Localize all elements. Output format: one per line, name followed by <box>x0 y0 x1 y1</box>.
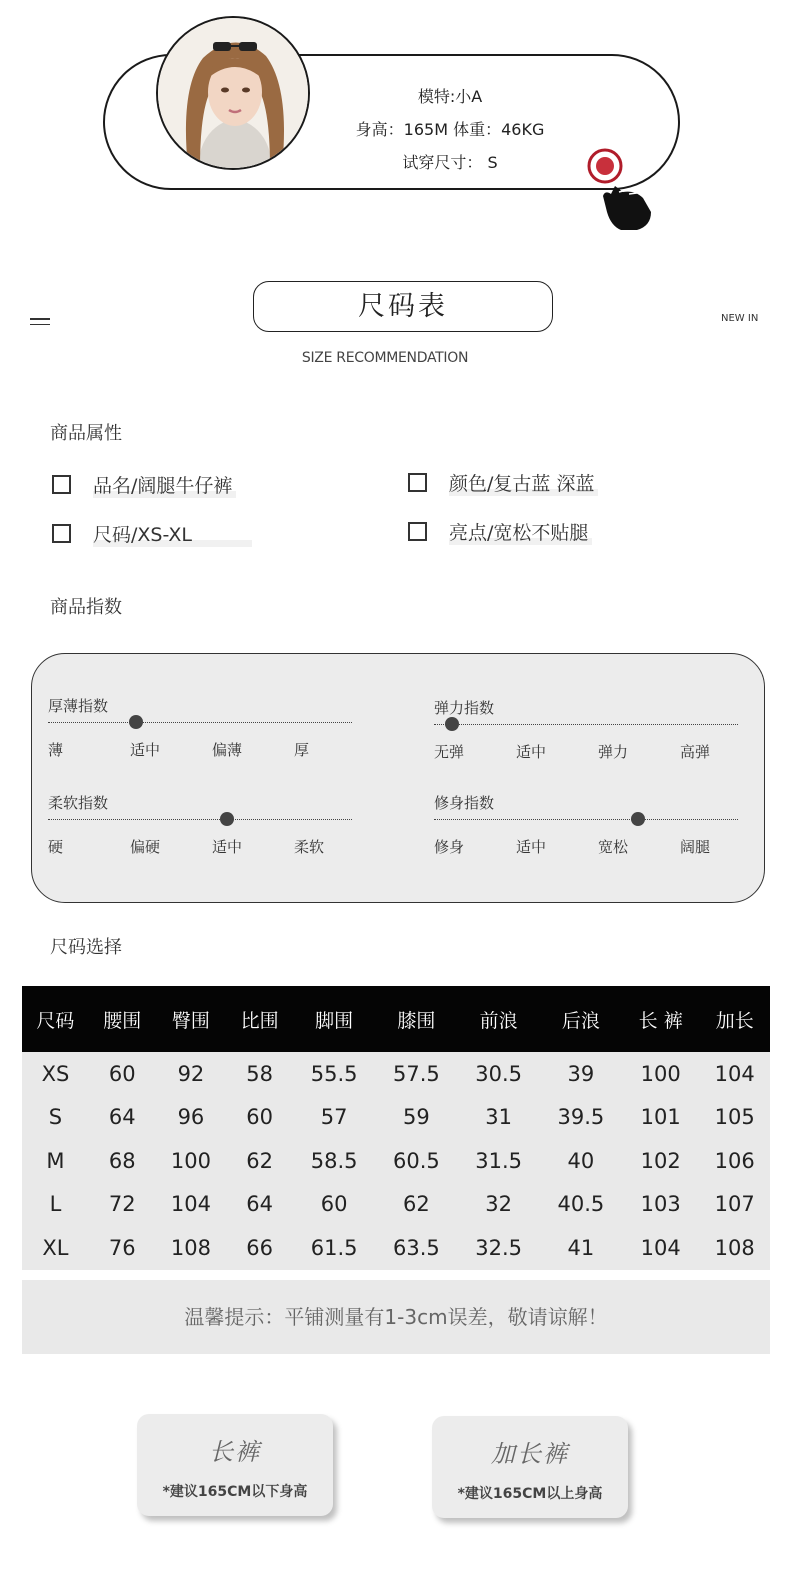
measurement-cell: 104 <box>699 1052 770 1096</box>
index-marker <box>631 812 645 826</box>
index-name: 修身指数 <box>434 794 495 812</box>
attribute-text: 品名/阔腿牛仔裤 <box>93 471 236 498</box>
checkbox-icon <box>52 524 71 543</box>
attribute-item <box>52 520 252 547</box>
subtitle-text: SIZE RECOMMENDATION <box>301 350 469 366</box>
measurement-cell: 105 <box>699 1096 770 1140</box>
measurement-cell: 108 <box>156 1226 227 1270</box>
column-header: 膝围 <box>375 986 457 1052</box>
measurement-cell: 104 <box>156 1183 227 1227</box>
table-row <box>22 1052 770 1096</box>
measurement-cell: 60.5 <box>375 1139 457 1183</box>
attribute-text: 尺码/XS-XL <box>93 520 252 547</box>
indices-label: 商品指数 <box>50 597 122 618</box>
measurement-cell: 40.5 <box>540 1183 622 1227</box>
index-tick: 无弹 <box>434 743 465 761</box>
index-tick: 薄 <box>48 741 64 759</box>
measurement-cell: 104 <box>622 1226 699 1270</box>
measurement-cell: 30.5 <box>458 1052 540 1096</box>
measurement-cell: 39.5 <box>540 1096 622 1140</box>
index-name: 弹力指数 <box>434 699 495 717</box>
size-cell: M <box>22 1139 89 1183</box>
index-tick: 高弹 <box>680 743 711 761</box>
measurement-cell: 103 <box>622 1183 699 1227</box>
measurement-cell: 40 <box>540 1139 622 1183</box>
measurement-cell: 58.5 <box>293 1139 375 1183</box>
column-header: 腰围 <box>89 986 156 1052</box>
index-tick: 偏薄 <box>212 741 243 759</box>
attribute-text: 颜色/复古蓝 深蓝 <box>449 469 598 496</box>
tap-pointer-icon <box>585 146 665 234</box>
index-tick: 偏硬 <box>130 838 161 856</box>
index-marker <box>445 717 459 731</box>
measurement-cell: 100 <box>622 1052 699 1096</box>
extra-length-button[interactable] <box>432 1416 628 1518</box>
measurement-cell: 62 <box>226 1139 293 1183</box>
measurement-cell: 32 <box>458 1183 540 1227</box>
size-cell: S <box>22 1096 89 1140</box>
column-header: 比围 <box>226 986 293 1052</box>
index-tick: 厚 <box>294 741 310 759</box>
column-header: 后浪 <box>540 986 622 1052</box>
size-select-label: 尺码选择 <box>50 937 122 958</box>
model-info <box>320 80 580 179</box>
measurement-cell: 72 <box>89 1183 156 1227</box>
measurement-cell: 66 <box>226 1226 293 1270</box>
measurement-cell: 64 <box>89 1096 156 1140</box>
measurement-cell: 58 <box>226 1052 293 1096</box>
index-tick: 硬 <box>48 838 64 856</box>
column-header: 前浪 <box>458 986 540 1052</box>
checkbox-icon <box>408 473 427 492</box>
measurement-cell: 59 <box>375 1096 457 1140</box>
attributes-label: 商品属性 <box>50 423 122 444</box>
size-chart-title: 尺码表 <box>253 281 553 332</box>
measurement-cell: 108 <box>699 1226 770 1270</box>
checkbox-icon <box>408 522 427 541</box>
index-track <box>434 819 738 820</box>
measurement-cell: 41 <box>540 1226 622 1270</box>
index-panel <box>31 653 765 903</box>
measurement-cell: 57.5 <box>375 1052 457 1096</box>
table-header-row <box>22 986 770 1052</box>
measurement-cell: 63.5 <box>375 1226 457 1270</box>
column-header: 加长 <box>699 986 770 1052</box>
regular-length-button[interactable] <box>137 1414 333 1516</box>
index-name: 柔软指数 <box>48 794 109 812</box>
index-tick: 修身 <box>434 838 465 856</box>
measurement-cell: 102 <box>622 1139 699 1183</box>
size-recommendation-subtitle <box>0 350 790 366</box>
index-tick: 阔腿 <box>680 838 711 856</box>
measurement-cell: 64 <box>226 1183 293 1227</box>
measurement-cell: 68 <box>89 1139 156 1183</box>
size-table <box>22 986 770 1270</box>
measurement-cell: 92 <box>156 1052 227 1096</box>
table-row <box>22 1226 770 1270</box>
attribute-item <box>408 469 598 496</box>
attribute-text: 亮点/宽松不贴腿 <box>449 518 592 545</box>
attribute-item <box>52 471 236 498</box>
measurement-cell: 62 <box>375 1183 457 1227</box>
index-tick: 适中 <box>212 838 243 856</box>
model-photo <box>156 16 310 170</box>
size-cell: XL <box>22 1226 89 1270</box>
menu-mark-icon <box>30 318 50 326</box>
index-track <box>48 819 352 820</box>
index-marker <box>129 715 143 729</box>
size-cell: L <box>22 1183 89 1227</box>
index-tick: 适中 <box>516 838 547 856</box>
measurement-cell: 76 <box>89 1226 156 1270</box>
index-tick: 弹力 <box>598 743 629 761</box>
attribute-item <box>408 518 592 545</box>
checkbox-icon <box>52 475 71 494</box>
column-header: 臀围 <box>156 986 227 1052</box>
measurement-cell: 101 <box>622 1096 699 1140</box>
index-tick: 适中 <box>130 741 161 759</box>
index-track <box>48 722 352 723</box>
length-recommendation: *建议165CM以下身高 <box>162 1484 308 1500</box>
length-recommendation: *建议165CM以上身高 <box>457 1486 603 1502</box>
measurement-cell: 61.5 <box>293 1226 375 1270</box>
index-track <box>434 724 738 725</box>
index-tick: 柔软 <box>294 838 325 856</box>
model-stats: 身高：165M 体重：46KG <box>355 120 545 139</box>
table-row <box>22 1096 770 1140</box>
index-marker <box>220 812 234 826</box>
table-row <box>22 1139 770 1183</box>
column-header: 尺码 <box>22 986 89 1052</box>
model-name: 模特:小A <box>417 87 483 106</box>
measurement-cell: 32.5 <box>458 1226 540 1270</box>
column-header: 脚围 <box>293 986 375 1052</box>
index-tick: 适中 <box>516 743 547 761</box>
measurement-cell: 60 <box>89 1052 156 1096</box>
measurement-cell: 39 <box>540 1052 622 1096</box>
column-header: 长 裤 <box>622 986 699 1052</box>
measurement-cell: 106 <box>699 1139 770 1183</box>
measurement-cell: 55.5 <box>293 1052 375 1096</box>
measurement-cell: 60 <box>293 1183 375 1227</box>
measurement-cell: 96 <box>156 1096 227 1140</box>
measurement-cell: 31 <box>458 1096 540 1140</box>
size-cell: XS <box>22 1052 89 1096</box>
measurement-cell: 31.5 <box>458 1139 540 1183</box>
measurement-cell: 100 <box>156 1139 227 1183</box>
index-name: 厚薄指数 <box>48 697 109 715</box>
model-trial-size: 试穿尺寸： S <box>402 153 498 172</box>
measurement-cell: 60 <box>226 1096 293 1140</box>
index-tick: 宽松 <box>598 838 629 856</box>
measurement-note: 温馨提示：平铺测量有1-3cm误差，敬请谅解！ <box>22 1280 770 1354</box>
measurement-cell: 107 <box>699 1183 770 1227</box>
table-row <box>22 1183 770 1227</box>
measurement-cell: 57 <box>293 1096 375 1140</box>
new-in-tag: NEW IN <box>721 313 759 324</box>
length-title: 加长裤 <box>491 1440 569 1468</box>
length-title: 长裤 <box>209 1438 261 1466</box>
